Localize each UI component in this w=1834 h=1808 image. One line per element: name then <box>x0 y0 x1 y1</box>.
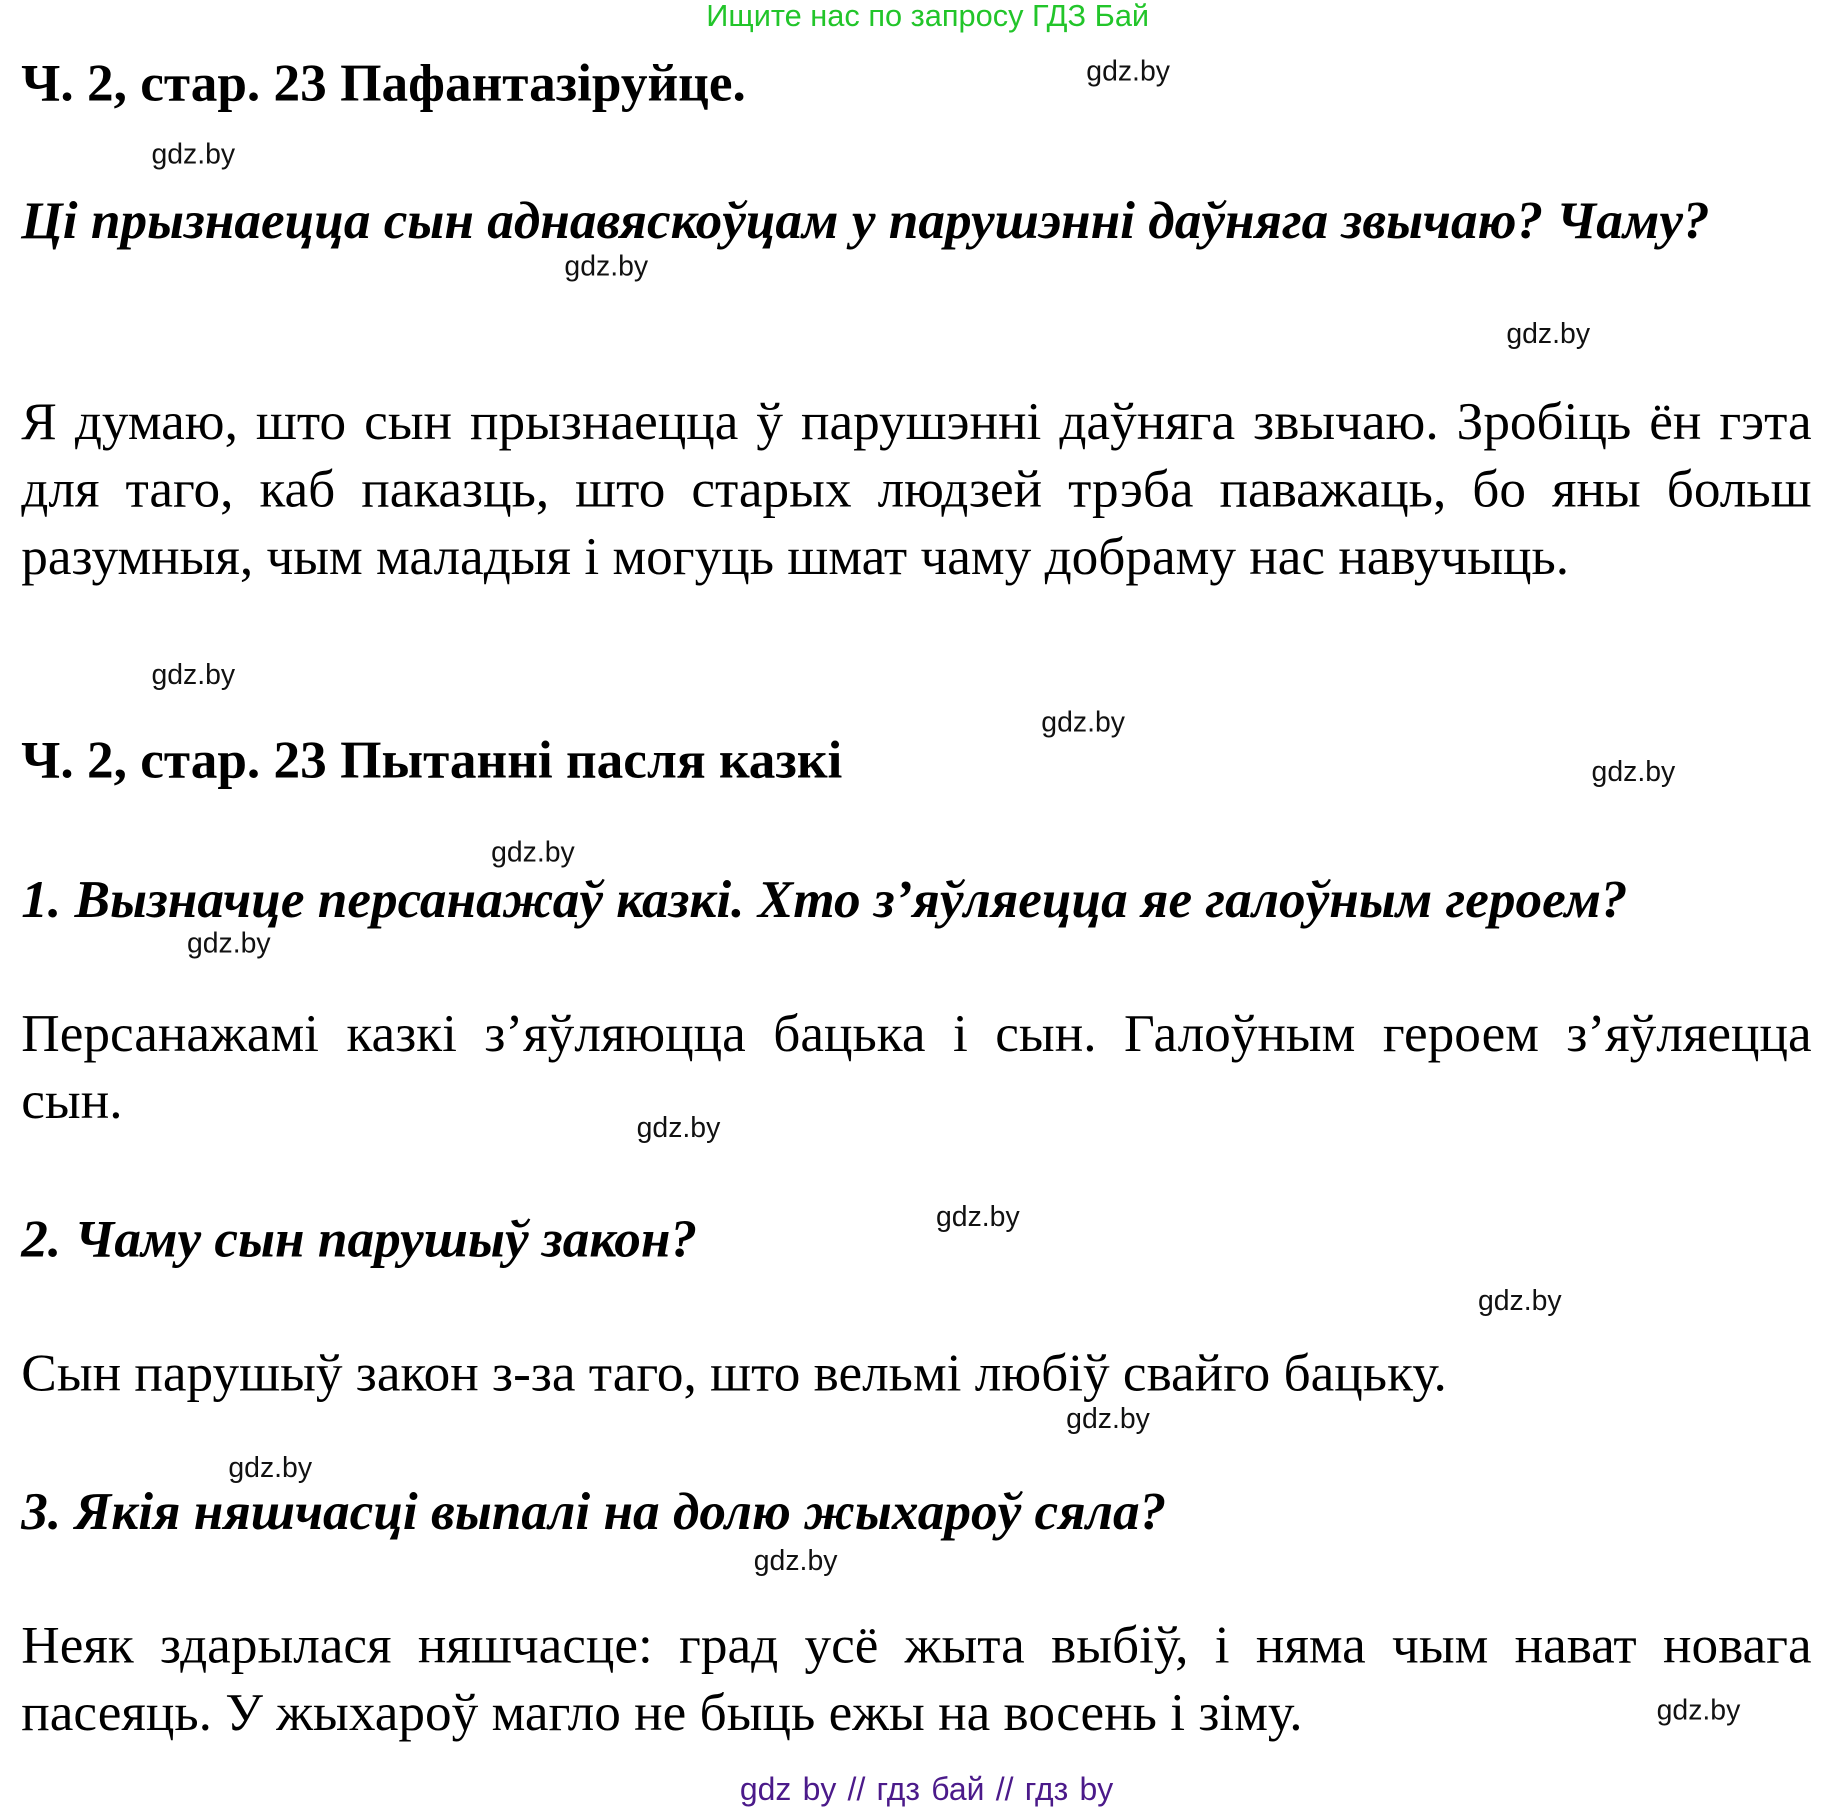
answer-1: Персанажамі казкі з’яўляюцца бацька і сын. Галоўным героем з’яўляецца сын. <box>21 1003 1812 1131</box>
question-2: 2. Чаму сын парушыў закон? <box>21 1209 698 1269</box>
search-banner: Ищите нас по запросу ГДЗ Бай <box>706 0 1150 34</box>
watermark: gdz.by <box>935 1201 1020 1233</box>
question-text: Ці прызнаецца сын аднавяскоўцам у парушэнні даўняга звычаю? Чаму? <box>21 190 1710 250</box>
footer-watermark: gdz by // гдз бай // гдз by <box>739 1771 1114 1807</box>
question-1: 1. Вызначце персанажаў казкі. Хто з’яўляецца яе галоўным героем? <box>21 869 1628 929</box>
watermark: gdz.by <box>753 1545 838 1578</box>
answer-3: Неяк здарылася няшчасце: град усё жыта выбіў, і няма чым нават новага пасеяць. У жыхароў магло не быць ежы на восень і зіму. <box>21 1615 1812 1742</box>
section-heading-fantasize: Ч. 2, стар. 23 Пафантазіруйце. <box>21 53 746 113</box>
watermark: gdz.by <box>1591 756 1676 789</box>
watermark: gdz.by <box>564 250 649 283</box>
watermark: gdz.by <box>186 927 271 960</box>
watermark: gdz.by <box>1086 55 1170 88</box>
watermark: gdz.by <box>151 659 236 692</box>
watermark: gdz.by <box>228 1451 313 1484</box>
watermark: gdz.by <box>151 138 236 171</box>
answer-2: Сын парушыў закон з-за таго, што вельмі любіў свайго бацьку. <box>21 1343 1447 1403</box>
watermark: gdz.by <box>1656 1694 1741 1727</box>
section-heading-questions: Ч. 2, стар. 23 Пытанні пасля казкі <box>21 730 843 790</box>
watermark: gdz.by <box>1066 1403 1150 1436</box>
question-3: 3. Якія няшчасці выпалі на долю жыхароў сяла? <box>21 1481 1167 1541</box>
answer-text: Я думаю, што сын прызнаецца ў парушэнні даўняга звычаю. Зробіць ён гэта для таго, каб паказць, што старых людзей трэба паважаць, бо яны больш разумныя, чым маладыя і могуць шмат чаму добраму нас навучыць. <box>21 391 1812 586</box>
watermark: gdz.by <box>1477 1285 1562 1318</box>
watermark: gdz.by <box>491 836 575 869</box>
watermark: gdz.by <box>636 1112 721 1145</box>
watermark: gdz.by <box>1041 706 1125 739</box>
watermark: gdz.by <box>1506 318 1591 351</box>
